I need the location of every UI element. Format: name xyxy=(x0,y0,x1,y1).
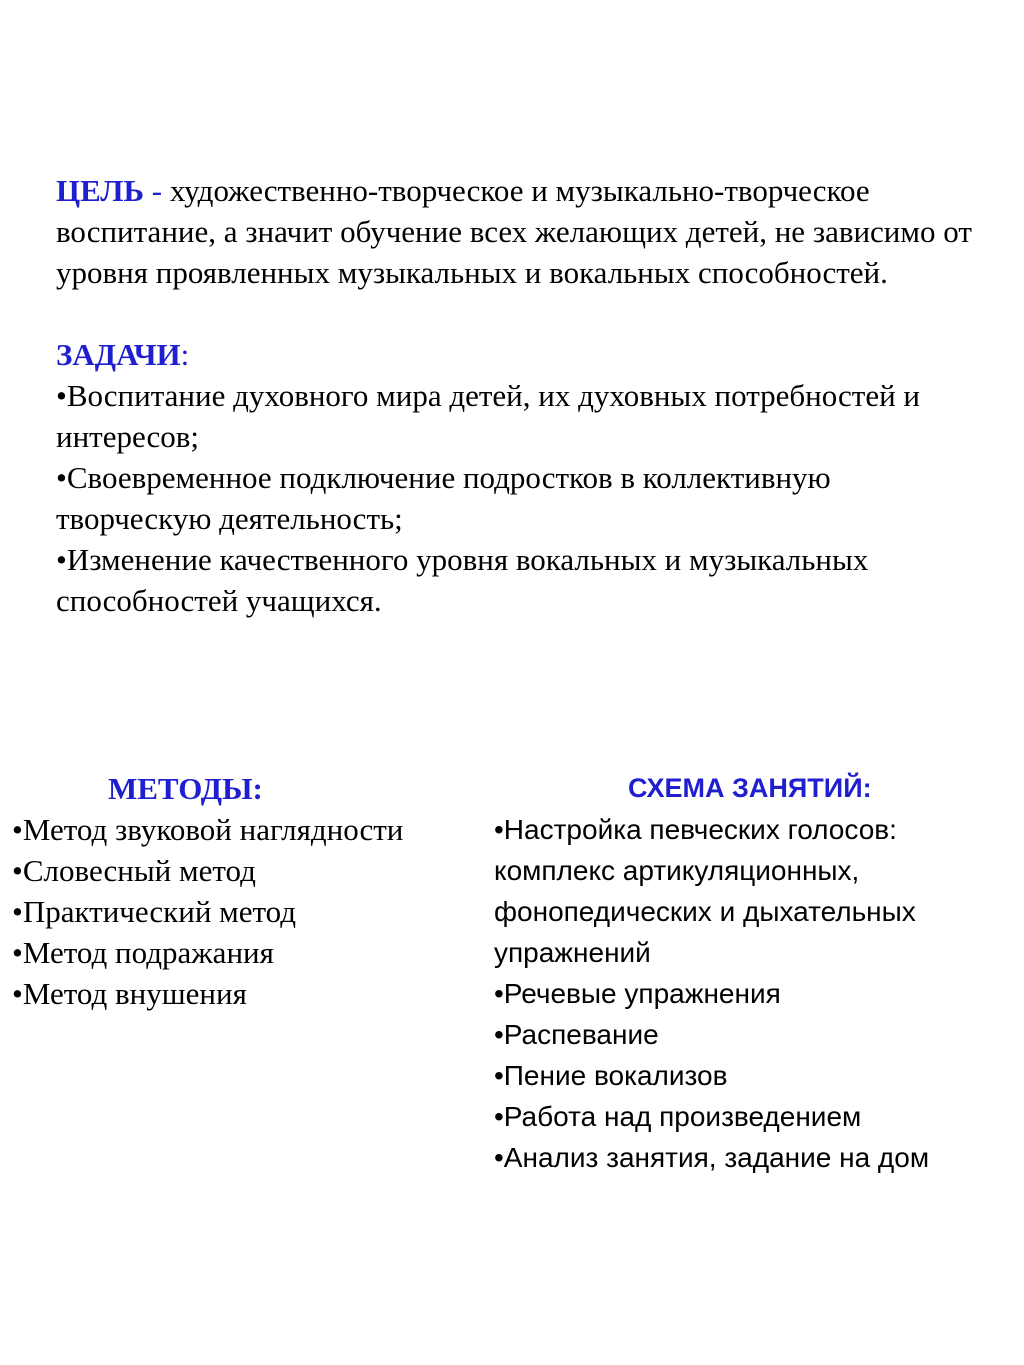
schema-line: •Пение вокализов xyxy=(494,1060,728,1091)
methods-heading: МЕТОДЫ: xyxy=(108,771,263,806)
goal-paragraph xyxy=(56,170,976,293)
goal-label: ЦЕЛЬ xyxy=(56,173,144,208)
tasks-colon: : xyxy=(180,337,190,372)
methods-section xyxy=(12,768,472,1014)
schema-line: •Распевание xyxy=(494,1019,659,1050)
task-item: •Своевременное подключение подростков в коллективную творческую деятельность; xyxy=(56,460,831,536)
goals-and-tasks-section xyxy=(56,170,976,621)
method-item: •Метод звуковой наглядности xyxy=(12,812,404,847)
tasks-label: ЗАДАЧИ xyxy=(56,337,181,372)
schema-line: •Настройка певческих голосов: xyxy=(494,814,897,845)
schema-line: фонопедических и дыхательных xyxy=(494,896,916,927)
schema-heading: СХЕМА ЗАНЯТИЙ: xyxy=(628,773,872,803)
method-item: •Словесный метод xyxy=(12,853,256,888)
goal-text: художественно-творческое и музыкально-творческое воспитание, а значит обучение всех желающих детей, не зависимо от уровня проявленных музыкальных и вокальных способностей. xyxy=(56,173,972,290)
schema-line: •Анализ занятия, задание на дом xyxy=(494,1142,930,1173)
tasks-heading xyxy=(56,334,976,375)
method-item: •Метод внушения xyxy=(12,976,247,1011)
method-item: •Практический метод xyxy=(12,894,297,929)
task-item: •Изменение качественного уровня вокальных и музыкальных способностей учащихся. xyxy=(56,542,869,618)
goal-separator: - xyxy=(143,173,170,208)
method-item: •Метод подражания xyxy=(12,935,274,970)
schema-line: комплекс артикуляционных, xyxy=(494,855,860,886)
tasks-section xyxy=(56,334,976,621)
schema-line: упражнений xyxy=(494,937,651,968)
schema-line: •Речевые упражнения xyxy=(494,978,781,1009)
lesson-schema-section xyxy=(494,768,1014,1178)
schema-line: •Работа над произведением xyxy=(494,1101,862,1132)
task-item: •Воспитание духовного мира детей, их духовных потребностей и интересов; xyxy=(56,378,921,454)
